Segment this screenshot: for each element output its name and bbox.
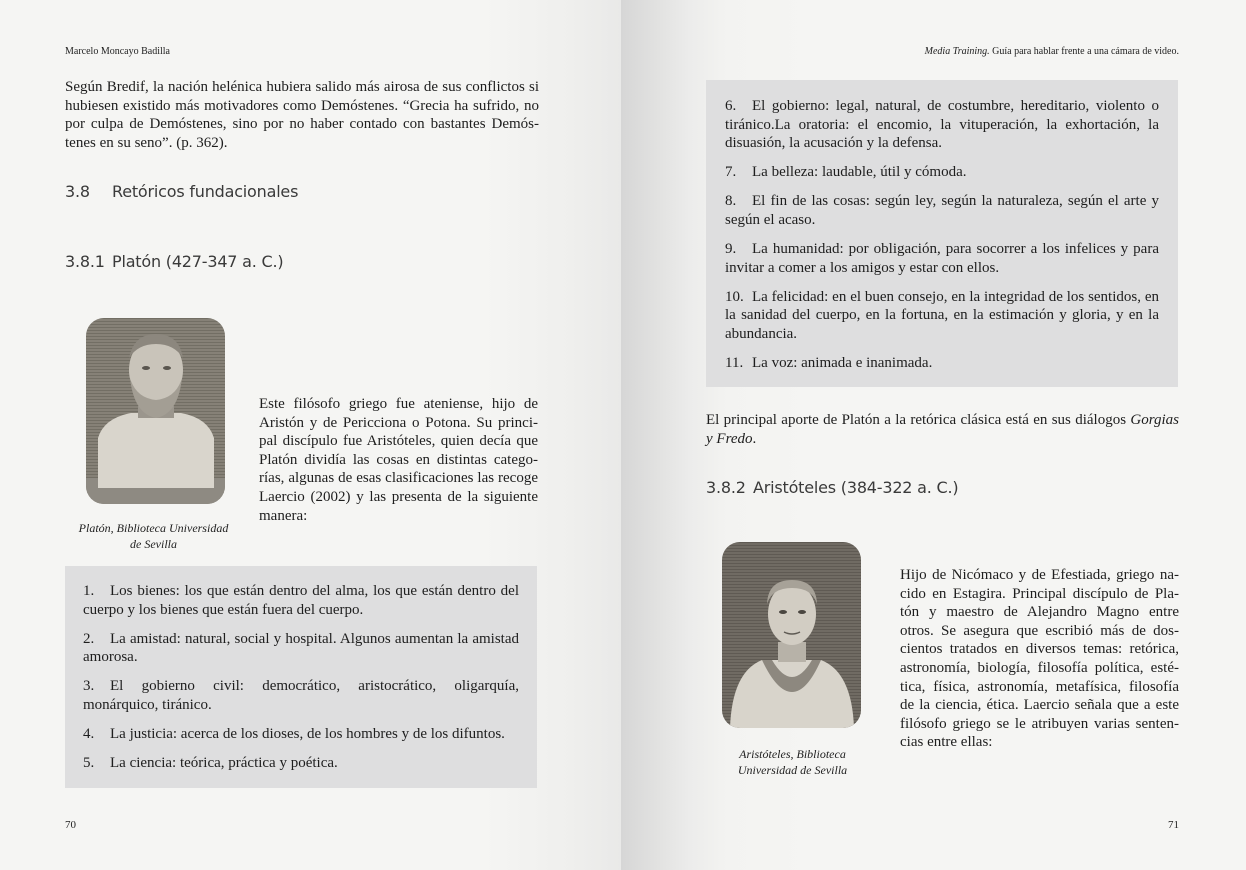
item-text: El gobierno: legal, natural, de costumbre, hereditario, violento o tiránico.La oratoria: el encomio, la vituperación, la exhortación, la disuasión, la acusación y la defensa. <box>725 98 1159 152</box>
text-line: Laercio (2002) y las presenta de la siguiente <box>259 488 538 505</box>
page-number-left: 70 <box>65 819 76 831</box>
list-item <box>83 582 519 619</box>
item-number: 10. <box>725 288 744 305</box>
section-heading <box>65 182 298 201</box>
list-item <box>83 630 519 667</box>
platon-bio-paragraph <box>259 395 538 525</box>
aristoteles-bio-paragraph <box>900 566 1179 752</box>
item-text: La justicia: acerca de los dioses, de los hombres y de los difuntos. <box>110 726 505 743</box>
dialogues-italic: Gorgias y Fredo <box>706 412 1179 447</box>
list-item <box>725 240 1159 277</box>
item-text: La ciencia: teórica, práctica y poética. <box>110 755 338 772</box>
text-line: hubiesen existido más motivadores como Demóstenes. “Grecia ha sufrido, no <box>65 97 539 114</box>
book-title-italic: Media Training. <box>924 46 990 57</box>
text-line: pal discípulo fue Aristóteles, quien decía que <box>259 433 538 450</box>
book-subtitle: Guía para hablar frente a una cámara de video. <box>989 46 1179 57</box>
item-text: Los bienes: los que están dentro del alma, los que están dentro del cuerpo y los bienes que están fuera del cuerpo. <box>83 583 519 618</box>
running-head-title <box>925 46 1179 57</box>
text-line: Platón dividía las cosas en distintas catego- <box>259 451 538 468</box>
contribution-text: El principal aporte de Platón a la retórica clásica está en sus diálogos <box>706 412 1131 428</box>
item-number: 11. <box>725 355 744 372</box>
item-number: 8. <box>725 193 737 210</box>
item-text: La belleza: laudable, útil y cómoda. <box>752 164 967 181</box>
text-line: cientos tratados en diversos temas: retórica, <box>900 641 1179 658</box>
period: . <box>752 430 757 447</box>
left-page <box>0 0 621 870</box>
text-line: de la ciencia, ética. Laercio señala que a este <box>900 697 1179 714</box>
platon-caption <box>70 520 237 552</box>
item-text: El gobierno civil: democrático, aristocrático, oligarquía, monárquico, tiránico. <box>83 678 519 713</box>
platon-portrait-image <box>86 318 225 504</box>
caption-line: de Sevilla <box>130 537 177 551</box>
item-number: 7. <box>725 164 737 181</box>
item-number: 1. <box>83 583 95 599</box>
aristoteles-portrait-image <box>722 542 861 728</box>
list-item <box>83 754 519 773</box>
text-line: cias entre ellas: <box>900 734 993 751</box>
list-item <box>725 192 1159 229</box>
text-line: Este filósofo griego fue ateniense, hijo de <box>259 396 538 412</box>
item-text: La voz: animada e inanimada. <box>752 355 933 372</box>
text-line: por culpa de Demóstenes, sino por no haber contado con bastantes Demós- <box>65 116 539 133</box>
item-number: 3. <box>83 678 95 695</box>
caption-line: Platón, Biblioteca Universidad <box>78 521 229 535</box>
running-head-author: Marcelo Moncayo Badilla <box>65 46 170 57</box>
item-number: 5. <box>83 755 95 772</box>
subsection-heading-aristoteles <box>706 478 958 497</box>
item-number: 2. <box>83 630 95 647</box>
list-item <box>83 725 519 744</box>
text-line: Aristón y de Pericciona o Potona. Su princi- <box>259 414 538 431</box>
item-number: 9. <box>725 241 737 258</box>
list-item <box>83 677 519 714</box>
page-number-right: 71 <box>1168 819 1179 831</box>
list-item <box>725 354 1159 373</box>
text-line: tón y maestro de Alejandro Magno entre <box>900 604 1179 621</box>
subsection-number: 3.8.1 <box>65 252 105 271</box>
right-page <box>621 0 1246 870</box>
subsection-title: Platón (427-347 a. C.) <box>112 252 284 271</box>
text-line: astronomía, biología, filosofía política, esté- <box>900 659 1179 676</box>
text-line: tenes en su seno”. (p. 362). <box>65 134 228 151</box>
text-line: tica, física, astronomía, metafísica, filosofía <box>900 678 1179 695</box>
item-text: El fin de las cosas: según ley, según la naturaleza, según el arte y según el acaso. <box>725 193 1159 228</box>
subsection-number: 3.8.2 <box>706 478 746 497</box>
item-number: 6. <box>725 98 737 114</box>
item-text: La felicidad: en el buen consejo, en la integridad de los sentidos, en la sanidad del cuerpo, en la fortuna, en la estimación y gloria, y en la abundancia. <box>725 288 1159 342</box>
item-text: La humanidad: por obligación, para socorrer a los infelices y para invitar a comer a los amigos y estar con ellos. <box>725 241 1159 276</box>
caption-line: Aristóteles, Biblioteca <box>739 747 846 761</box>
section-number: 3.8 <box>65 182 90 201</box>
list-item <box>725 288 1159 344</box>
classification-box-left <box>65 566 537 788</box>
contribution-paragraph <box>706 411 1179 448</box>
caption-line: Universidad de Sevilla <box>737 763 848 777</box>
text-line: rías, algunas de esas clasificaciones las recoge <box>259 470 538 487</box>
item-number: 4. <box>83 726 95 743</box>
text-line: Hijo de Nicómaco y de Efestiada, griego na- <box>900 567 1179 583</box>
aristoteles-caption <box>716 746 869 778</box>
text-line: Según Bredif, la nación helénica hubiera salido más airosa de sus conflictos si <box>65 79 539 95</box>
classification-box-right <box>706 80 1178 387</box>
item-text: La amistad: natural, social y hospital. Algunos aumentan la amistad amorosa. <box>83 630 519 666</box>
subsection-heading-platon <box>65 252 283 271</box>
list-item <box>725 163 1159 182</box>
text-line: otros. Se asegura que escribió más de dos- <box>900 622 1179 639</box>
list-item <box>725 97 1159 153</box>
intro-paragraph <box>65 78 539 152</box>
text-line: cido en Estagira. Principal discípulo de Pla- <box>900 585 1179 602</box>
section-title: Retóricos fundacionales <box>112 182 299 201</box>
text-line: manera: <box>259 507 308 524</box>
subsection-title: Aristóteles (384-322 a. C.) <box>753 478 959 497</box>
text-line: filósofo griego se le atribuyen varias senten- <box>900 715 1179 732</box>
